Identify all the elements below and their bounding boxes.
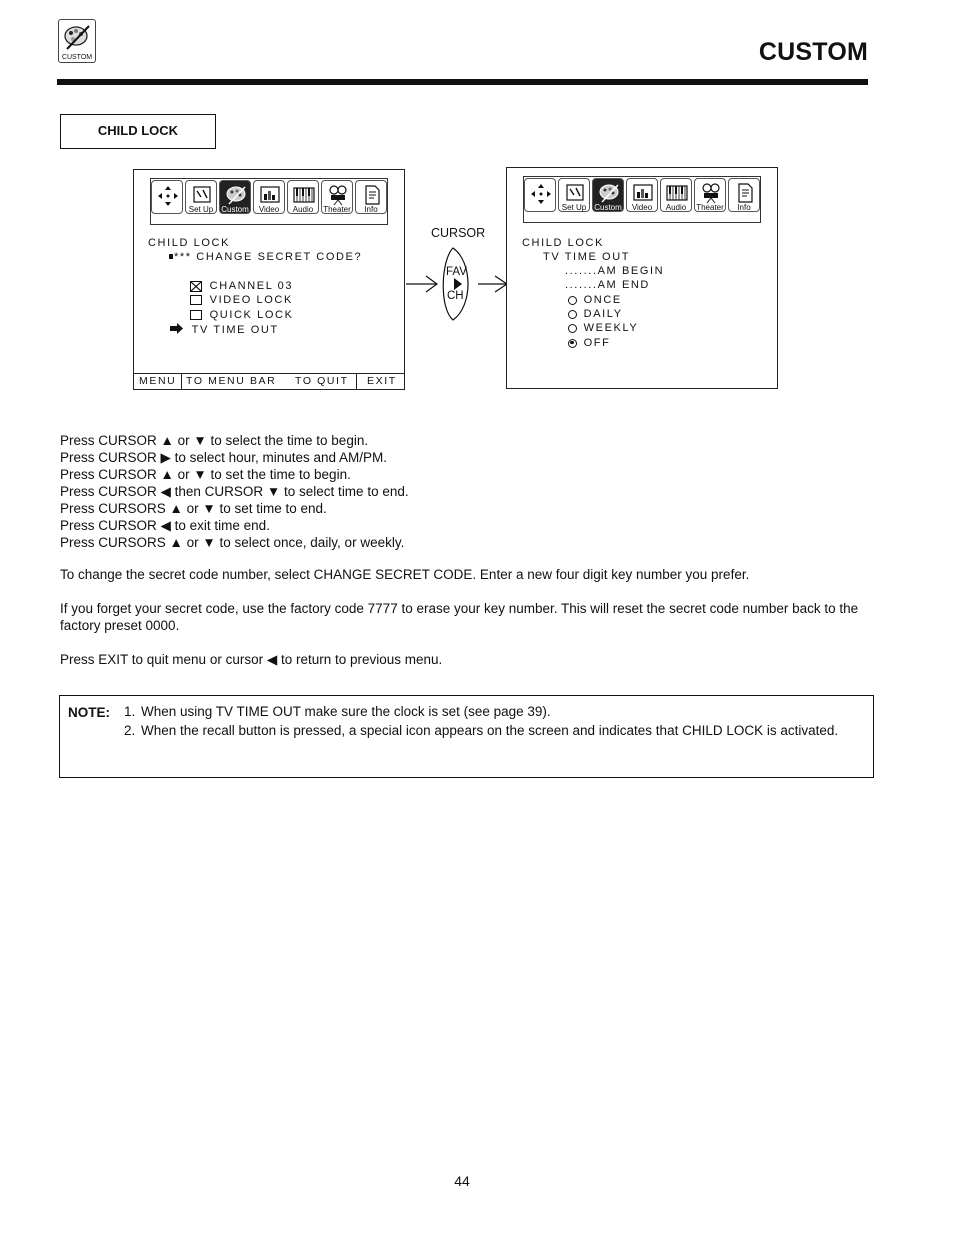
menu-tile-video[interactable] (626, 178, 658, 212)
video-lock-item[interactable]: VIDEO LOCK (190, 294, 293, 306)
option-once[interactable]: ONCE (568, 294, 622, 306)
exit-hint: EXIT (367, 375, 397, 387)
menu-tile-audio[interactable] (660, 178, 692, 212)
checkbox-icon (190, 295, 202, 305)
menu-tile-label: Theater (696, 203, 724, 212)
menu-tile-label: Set Up (188, 205, 214, 214)
note-label: NOTE: (68, 705, 110, 720)
radio-icon (568, 310, 577, 319)
menu-tile-cursor[interactable] (151, 180, 183, 214)
change-secret-code-item[interactable]: *** CHANGE SECRET CODE? (169, 251, 362, 263)
secret-code-paragraph: To change the secret code number, select CHANGE SECRET CODE. Enter a new four digit key number you prefer. (60, 567, 750, 582)
divider (356, 374, 357, 389)
begin-time-field[interactable]: .......AM BEGIN (565, 265, 665, 277)
note-box (59, 695, 874, 778)
instruction-line: Press CURSOR ▲ or ▼ to select the time to begin. (60, 433, 369, 448)
custom-logo-icon (58, 19, 96, 63)
menu-tile-label: Info (737, 203, 751, 212)
page-title: CUSTOM (758, 38, 868, 66)
divider (181, 374, 182, 389)
osd-subtitle: TV TIME OUT (543, 251, 631, 263)
menu-tile-label: Custom (594, 203, 622, 212)
menu-tile-label: Custom (221, 205, 249, 214)
osd-screen-tv-time-out (506, 167, 778, 389)
instruction-line: Press CURSORS ▲ or ▼ to select once, daily, or weekly. (60, 535, 405, 550)
menu-tile-info[interactable] (355, 180, 387, 214)
menu-tile-custom[interactable] (219, 180, 251, 214)
option-daily[interactable]: DAILY (568, 308, 623, 320)
tv-time-out-item[interactable]: TV TIME OUT (170, 323, 279, 336)
note-number: 1. (124, 704, 136, 719)
page-number: 44 (454, 1173, 470, 1189)
instruction-line: Press CURSORS ▲ or ▼ to set time to end. (60, 501, 327, 516)
osd-menu-bar (150, 178, 388, 225)
to-quit-hint: TO QUIT (295, 375, 349, 387)
cursor-button-diagram (403, 244, 511, 324)
instruction-line: Press CURSOR ▶ to select hour, minutes and AM/PM. (60, 450, 387, 465)
menu-tile-video[interactable] (253, 180, 285, 214)
fav-label: FAV (446, 266, 467, 278)
instruction-line: Press CURSOR ▲ or ▼ to set the time to begin. (60, 467, 351, 482)
instruction-line: Press CURSOR ◀ then CURSOR ▼ to select time to end. (60, 484, 409, 499)
lock-icon (169, 254, 173, 259)
radio-icon (568, 296, 577, 305)
logo-label: CUSTOM (61, 54, 93, 61)
menu-tile-custom[interactable] (592, 178, 624, 212)
note-number: 2. (124, 723, 136, 738)
factory-code-paragraph: If you forget your secret code, use the factory code 7777 to erase your key number. This will reset the secret code number back to the factory preset 0000. (60, 601, 859, 633)
selection-arrow-icon (170, 323, 184, 334)
osd-menu-bar (523, 176, 761, 223)
exit-paragraph: Press EXIT to quit menu or cursor ◀ to return to previous menu. (60, 652, 443, 667)
menu-tile-audio[interactable] (287, 180, 319, 214)
osd-bottom-bar (134, 373, 404, 389)
menu-tile-label: Video (258, 205, 280, 214)
checked-box-icon (190, 281, 202, 292)
note-item (124, 703, 841, 721)
end-time-field[interactable]: .......AM END (565, 279, 650, 291)
note-text: When the recall button is pressed, a special icon appears on the screen and indicates that CHILD LOCK is activated. (141, 723, 839, 738)
menu-tile-set-up[interactable] (558, 178, 590, 212)
radio-icon (568, 324, 577, 333)
header-rule (57, 79, 868, 85)
menu-tile-label: Set Up (561, 203, 587, 212)
cursor-label: CURSOR (431, 226, 486, 240)
menu-tile-label: Audio (292, 205, 314, 214)
menu-tile-label: Audio (665, 203, 687, 212)
menu-tile-label: Video (631, 203, 653, 212)
note-item (124, 722, 841, 740)
menu-tile-theater[interactable] (694, 178, 726, 212)
instruction-line: Press CURSOR ◀ to exit time end. (60, 518, 270, 533)
checkbox-icon (190, 310, 202, 320)
menu-tile-cursor[interactable] (524, 178, 556, 212)
osd-title: CHILD LOCK (148, 237, 231, 249)
osd-title: CHILD LOCK (522, 237, 605, 249)
option-off[interactable]: OFF (568, 337, 610, 349)
instruction-list (60, 432, 409, 551)
option-weekly[interactable]: WEEKLY (568, 322, 638, 334)
radio-selected-icon (568, 339, 577, 348)
menu-tile-label: Theater (323, 205, 351, 214)
menu-tile-info[interactable] (728, 178, 760, 212)
section-label: CHILD LOCK (60, 114, 216, 149)
quick-lock-item[interactable]: QUICK LOCK (190, 309, 294, 321)
menu-tile-set-up[interactable] (185, 180, 217, 214)
menu-hint: MENU (139, 375, 177, 387)
to-menu-bar-hint: TO MENU BAR (186, 375, 277, 387)
ch-label: CH (447, 290, 464, 302)
channel-lock-item[interactable]: CHANNEL 03 (190, 280, 293, 292)
menu-tile-label: Info (364, 205, 378, 214)
osd-screen-child-lock (133, 169, 405, 390)
note-text: When using TV TIME OUT make sure the clock is set (see page 39). (141, 704, 551, 719)
menu-tile-theater[interactable] (321, 180, 353, 214)
